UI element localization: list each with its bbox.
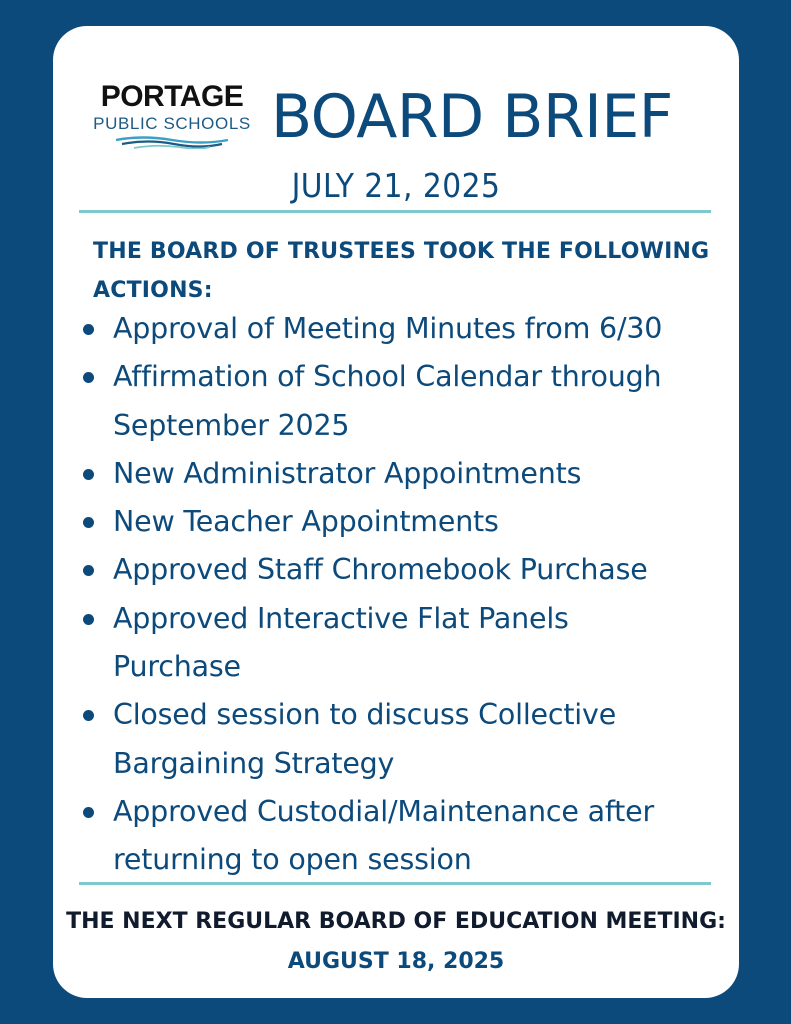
bullet-icon	[83, 710, 94, 721]
action-item	[83, 305, 743, 353]
logo-subtitle: PUBLIC SCHOOLS	[93, 114, 251, 133]
bullet-icon	[83, 614, 94, 625]
action-text-line: Bargaining Strategy	[113, 746, 395, 780]
actions-list	[83, 305, 743, 885]
next-meeting-date: AUGUST 18, 2025	[287, 949, 505, 974]
bullet-icon	[83, 469, 94, 480]
action-item	[83, 691, 743, 788]
bullet-icon	[83, 324, 94, 335]
bullet-icon	[83, 807, 94, 818]
next-meeting-label: THE NEXT REGULAR BOARD OF EDUCATION MEETING:	[66, 909, 726, 934]
action-text-line: New Teacher Appointments	[113, 505, 499, 539]
bullet-icon	[83, 565, 94, 576]
action-item	[83, 498, 743, 546]
action-text-line: Affirmation of School Calendar through	[113, 360, 662, 394]
meeting-date: JULY 21, 2025	[291, 166, 501, 205]
wave-icon	[112, 135, 232, 149]
divider-bottom	[79, 882, 711, 885]
action-text-line: Approved Interactive Flat Panels	[113, 601, 569, 635]
board-brief-card	[53, 26, 739, 998]
action-text-line: Approval of Meeting Minutes from 6/30	[113, 312, 663, 345]
action-item	[83, 450, 743, 498]
action-item	[83, 788, 743, 885]
action-text-line: Closed session to discuss Collective	[113, 698, 617, 732]
action-item	[83, 595, 743, 692]
actions-intro: THE BOARD OF TRUSTEES TOOK THE FOLLOWING ACTIONS:	[93, 239, 710, 303]
action-text-line: Purchase	[113, 650, 241, 684]
action-text-line: Approved Custodial/Maintenance after	[113, 794, 654, 828]
portage-logo	[87, 82, 257, 149]
bullet-icon	[83, 372, 94, 383]
action-text-line: September 2025	[113, 408, 350, 442]
next-meeting-notice	[53, 902, 739, 982]
action-text-line: returning to open session	[113, 843, 472, 877]
divider-top	[79, 210, 711, 213]
bullet-icon	[83, 517, 94, 528]
action-text-line: Approved Staff Chromebook Purchase	[113, 553, 648, 587]
action-text-line: New Administrator Appointments	[113, 456, 582, 490]
action-item	[83, 353, 743, 450]
page-title: BOARD BRIEF	[271, 82, 673, 152]
action-item	[83, 546, 743, 594]
logo-name: PORTAGE	[100, 80, 244, 113]
